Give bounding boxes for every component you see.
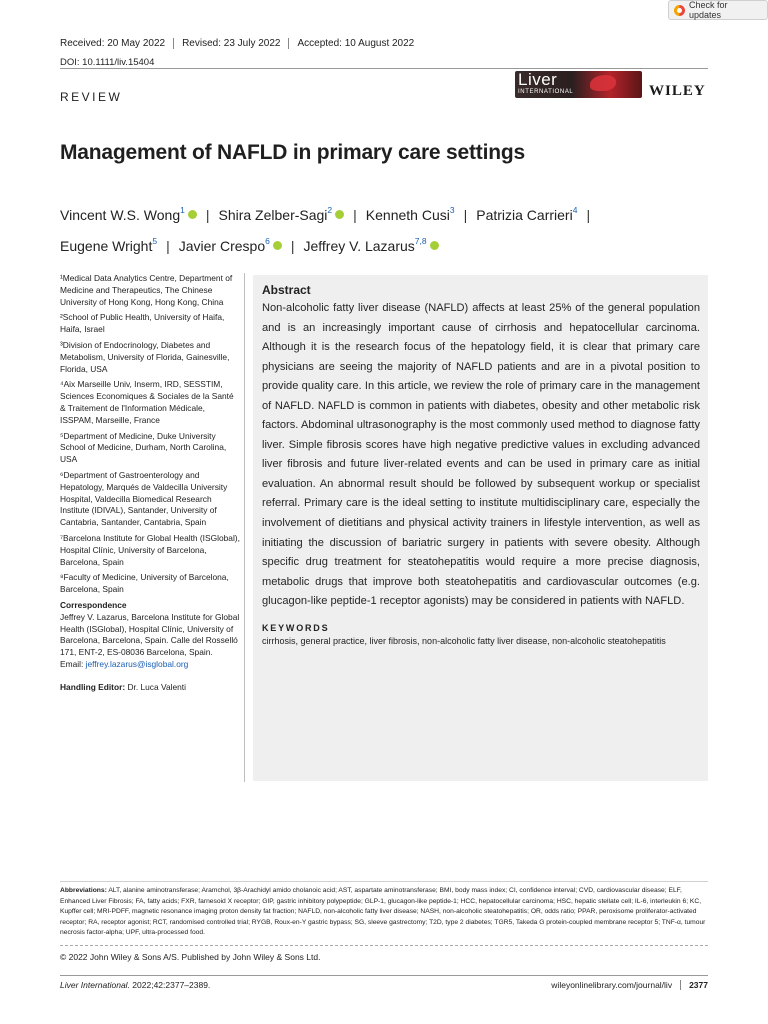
orcid-icon[interactable]	[335, 210, 344, 219]
keywords-heading: KEYWORDS	[262, 622, 330, 633]
affiliation-item: ⁸Faculty of Medicine, University of Barcelona, Barcelona, Spain	[60, 572, 229, 595]
author-separator: |	[290, 238, 295, 254]
keywords-text: cirrhosis, general practice, liver fibrosis, non-alcoholic fatty liver disease, non-alcoholic steatohepatitis	[262, 635, 666, 646]
affiliation-item: ⁷Barcelona Institute for Global Health (ISGlobal), Hospital Clínic, University of Barcelona, Barcelona, Spain	[60, 532, 240, 567]
section-label: REVIEW	[60, 90, 123, 104]
author-name[interactable]	[366, 207, 455, 223]
orcid-icon[interactable]	[188, 210, 197, 219]
author-name[interactable]	[303, 238, 438, 254]
check-for-updates-button[interactable]	[668, 0, 768, 20]
author-name[interactable]	[179, 238, 282, 254]
author-affiliation-sup: 1	[180, 205, 185, 215]
handling-editor-label: Handling Editor:	[60, 681, 126, 692]
affiliation-item: ²School of Public Health, University of Haifa, Haifa, Israel	[60, 312, 225, 335]
publisher-logo: WILEY	[649, 83, 706, 99]
correspondence-heading: Correspondence	[60, 599, 127, 610]
revised-date: Revised: 23 July 2022	[173, 38, 288, 49]
correspondence-address: Jeffrey V. Lazarus, Barcelona Institute for Global Health (ISGlobal), Hospital Clínic, University of Barcelona, Barcelona, Spain. Calle del Rosselló 171, ENT-2, ES-08036 Barcelona, Spain.	[60, 611, 240, 658]
abbreviations-label: Abbreviations:	[60, 887, 107, 894]
journal-logo	[515, 71, 642, 98]
liver-shape-icon	[590, 75, 616, 91]
author-name-text: Eugene Wright	[60, 238, 153, 254]
journal-logo-word: Liver	[518, 71, 558, 89]
author-separator: |	[166, 238, 170, 254]
orcid-icon[interactable]	[430, 241, 439, 250]
footer-url[interactable]: wileyonlinelibrary.com/journal/liv	[551, 980, 673, 990]
author-separator: |	[463, 207, 468, 223]
author-name-text: Kenneth Cusi	[365, 207, 450, 223]
author-name-text: Javier Crespo	[178, 238, 266, 254]
author-name[interactable]	[60, 207, 197, 223]
orcid-icon[interactable]	[273, 241, 282, 250]
abstract-text: Non-alcoholic fatty liver disease (NAFLD) affects at least 25% of the general population and is an increasingly important cause of cirrhosis and hepatocellular carcinoma. Although it is the research focus of the hepatology field, it is clear that primary care physicians are seeing the majority of NAFLD patients and are in a pivotal position to provide quality care. In this article, we review the role of primary care in the management of NAFLD. NAFLD is common in patients with diabetes, obesity and other metabolic risk factors. Abdominal ultrasonography is the most commonly used method to diagnose fatty liver. Simple fibrosis scores have high negative predictive values in excluding advanced liver fibrosis and future liver-related events and can be used in primary care as initial evaluation. An abnormal result should be followed by subsequent workup or specialist referral. Primary care is the ideal setting to institute multidisciplinary care, especially the involvement of dietitians and physical activity trainers in lifestyle intervention, as well as initiating the discussion of bariatric surgery in patients with severe obesity. Although specific drug treatment for steatohepatitis would require a more precise diagnosis, metabolic drugs that improve both steatohepatitis and cardiovascular outcomes (e.g. glucagon-like peptide-1 receptor agonists) may be considered in patients with NAFLD.	[262, 302, 700, 608]
author-separator: |	[586, 207, 591, 223]
footer-divider	[60, 975, 708, 976]
journal-logo-sub: INTERNATIONAL	[518, 89, 574, 95]
abstract-panel	[253, 275, 708, 781]
author-affiliation-sup: 2	[327, 205, 333, 215]
handling-editor-name: Dr. Luca Valenti	[125, 681, 186, 692]
footer-citation	[60, 980, 210, 990]
abbreviations-text: ALT, alanine aminotransferase; Aramchol, 3β-Arachidyl amido cholanoic acid; AST, aspartate aminotransferase; BMI, body mass index; CI, confidence interval; CVD, cardiovascular disease; ELF, Enhanced Liver Fibrosis; FA, fatty acids; FXR, farnesoid X receptor; GIP, gastric inhibitory polypeptide; GLP-1, glucagon-like peptide-1; HCC, hepatocellular carcinoma; HSC, hepatic stellate cell; IL-6, interleukin 6; KC, Kupffer cell; MRI-PDFF, magnetic resonance imaging proton density fat fraction; NAFLD, non-alcoholic fatty liver disease; NASH, non-alcoholic steatohepatitis; OR, odds ratio; PPAR, peroxisome proliferator-activated receptor; RA, receptor agonist; RCT, randomised controlled trial; RYGB, Roux-en-Y gastric bypass; SG, sleeve gastrectomy; T2D, type 2 diabetes; TGR5, Takeda G protein-coupled membrane receptor 5; TNF-α, tumour necrosis factor-alpha; UPF, ultra-processed food.	[60, 887, 706, 937]
author-affiliation-sup: 6	[265, 236, 270, 246]
author-affiliation-sup: 5	[152, 236, 158, 246]
accepted-date: Accepted: 10 August 2022	[288, 38, 422, 49]
footer-right	[551, 980, 708, 990]
affiliation-item: ⁶Department of Gastroenterology and Hepatology, Marqués de Valdecilla University Hospital, Valdecilla Biomedical Research Institute (IDIVAL), Santander, University of Cantabria, Santander, Cantabria, Spain	[60, 469, 228, 528]
doi[interactable]: DOI: 10.1111/liv.15404	[60, 57, 155, 68]
column-divider	[244, 273, 245, 782]
author-name-text: Vincent W.S. Wong	[60, 207, 181, 223]
author-name[interactable]	[476, 207, 577, 223]
email-label: Email:	[60, 658, 86, 669]
handling-editor	[60, 682, 240, 694]
header-divider	[60, 68, 708, 69]
page-number: 2377	[680, 980, 708, 990]
affiliation-item: ¹Medical Data Analytics Centre, Department of Medicine and Therapeutics, The Chinese University of Hong Kong, Hong Kong, China	[60, 273, 233, 307]
affiliation-item: ³Division of Endocrinology, Diabetes and Metabolism, University of Florida, Gainesville, Florida, USA	[60, 339, 230, 374]
author-name-text: Jeffrey V. Lazarus	[303, 238, 415, 254]
check-for-updates-label: Check for updates	[689, 0, 728, 20]
footer-journal: Liver International.	[60, 980, 130, 990]
crossmark-icon	[674, 5, 685, 16]
author-affiliation-sup: 4	[572, 205, 578, 215]
article-title: Management of NAFLD in primary care settings	[60, 141, 525, 164]
article-dates	[60, 38, 422, 49]
author-list	[60, 197, 710, 259]
affiliation-item: ⁵Department of Medicine, Duke University School of Medicine, Durham, North Carolina, USA	[60, 430, 227, 465]
email-link[interactable]: jeffrey.lazarus@isglobal.org	[85, 658, 189, 669]
author-name[interactable]	[60, 238, 157, 254]
correspondence-email-line	[60, 659, 240, 671]
author-name-text: Patrizia Carrieri	[476, 207, 573, 223]
copyright-divider	[60, 945, 708, 946]
affiliation-item: ⁴Aix Marseille Univ, Inserm, IRD, SESSTIM, Sciences Economiques & Sociales de la Santé & Traitement de l'Information Médicale, ISSPAM, Marseille, France	[60, 379, 234, 425]
author-affiliation-sup: 7,8	[414, 236, 427, 246]
footer-citation-text: 2022;42:2377–2389.	[129, 980, 211, 990]
author-name[interactable]	[218, 207, 344, 223]
received-date: Received: 20 May 2022	[60, 38, 166, 49]
abstract-heading: Abstract	[262, 283, 311, 297]
author-separator: |	[353, 207, 357, 223]
abbreviations	[60, 881, 708, 939]
author-affiliation-sup: 3	[449, 205, 455, 215]
affiliations-column	[60, 273, 240, 694]
affiliation-list	[60, 273, 240, 596]
author-separator: |	[205, 207, 210, 223]
copyright: © 2022 John Wiley & Sons A/S. Published by John Wiley & Sons Ltd.	[60, 952, 321, 962]
author-name-text: Shira Zelber-Sagi	[218, 207, 328, 223]
